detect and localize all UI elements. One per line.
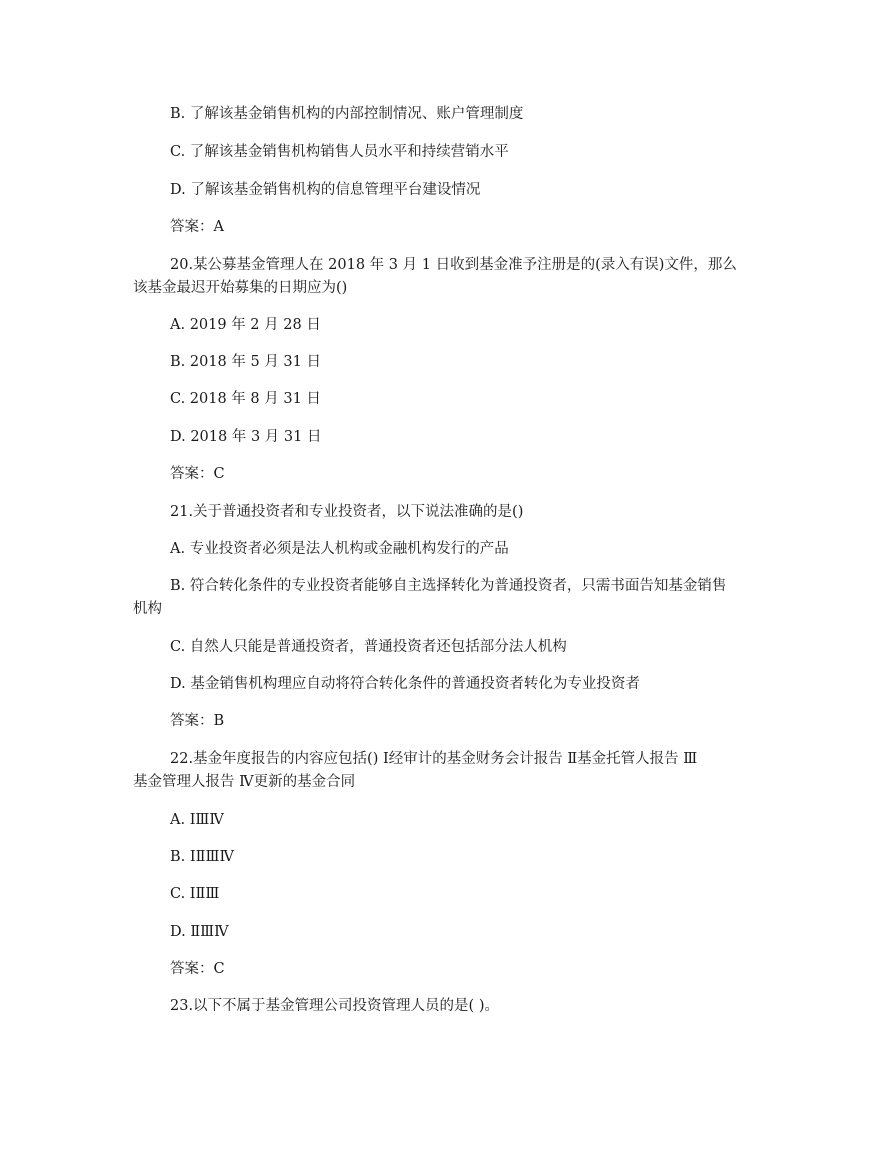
q20-option-d: D. 2018 年 3 月 31 日 [170, 429, 322, 445]
q20-option-b: B. 2018 年 5 月 31 日 [170, 354, 321, 370]
q21-question: 21.关于普通投资者和专业投资者，以下说法准确的是() [170, 504, 524, 520]
q22-option-a: A. ⅠⅢⅣ [170, 812, 224, 828]
q20-question-line1: 20.某公募基金管理人在 2018 年 3 月 1 日收到基金准予注册是的(录入有误)文件，那么 [170, 257, 737, 273]
q21-option-b-line1: B. 符合转化条件的专业投资者能够自主选择转化为普通投资者，只需书面告知基金销售 [170, 578, 727, 594]
q21-option-d: D. 基金销售机构理应自动将符合转化条件的普通投资者转化为专业投资者 [170, 676, 640, 692]
q19-option-d: D. 了解该基金销售机构的信息管理平台建设情况 [170, 182, 481, 198]
q22-option-b: B. ⅠⅡⅢⅣ [170, 849, 234, 865]
q22-option-c: C. ⅠⅡⅢ [170, 886, 220, 902]
q23-question: 23.以下不属于基金管理公司投资管理人员的是( )。 [170, 998, 499, 1014]
q22-question-line1: 22.基金年度报告的内容应包括() Ⅰ经审计的基金财务会计报告 Ⅱ基金托管人报告 Ⅲ [170, 751, 698, 767]
q22-answer: 答案：C [170, 961, 225, 977]
q21-option-b-line2: 机构 [133, 601, 162, 617]
q21-answer: 答案：B [170, 713, 225, 729]
q20-answer: 答案：C [170, 466, 225, 482]
q21-option-c: C. 自然人只能是普通投资者，普通投资者还包括部分法人机构 [170, 639, 567, 655]
q19-option-c: C. 了解该基金销售机构销售人员水平和持续营销水平 [170, 144, 509, 160]
q20-question-line2: 该基金最迟开始募集的日期应为() [133, 280, 348, 296]
q20-option-a: A. 2019 年 2 月 28 日 [170, 317, 321, 333]
q21-option-a: A. 专业投资者必须是法人机构或金融机构发行的产品 [170, 541, 509, 557]
q22-question-line2: 基金管理人报告 Ⅳ更新的基金合同 [133, 774, 356, 790]
q20-option-c: C. 2018 年 8 月 31 日 [170, 391, 321, 407]
q19-answer: 答案：A [170, 219, 224, 235]
q19-option-b: B. 了解该基金销售机构的内部控制情况、账户管理制度 [170, 106, 524, 122]
q22-option-d: D. ⅡⅢⅣ [170, 924, 229, 940]
